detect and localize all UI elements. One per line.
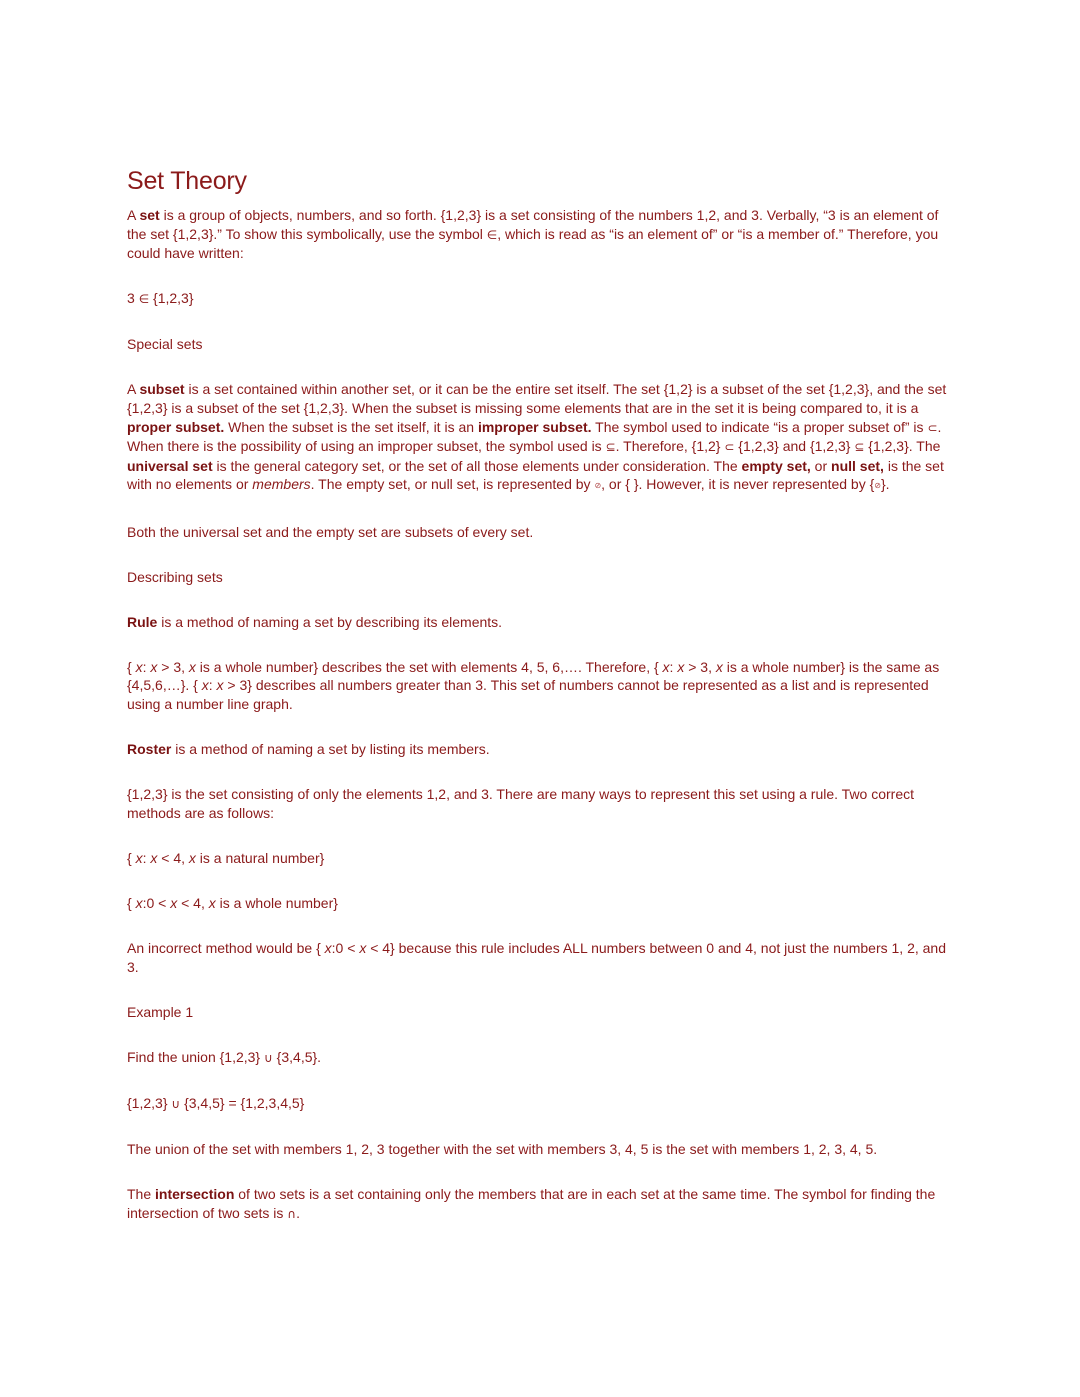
variable-x: x (188, 849, 196, 866)
paragraph-roster (127, 740, 955, 759)
element-of-symbol-icon: ∈ (486, 227, 498, 242)
paragraph-rule-whole (127, 894, 955, 913)
union-symbol-icon: ∪ (171, 1096, 181, 1111)
variable-x: x (359, 940, 367, 957)
term-universal-set: universal set (127, 457, 213, 474)
text: < 4, (157, 849, 189, 866)
text: is a method of naming a set by listing its members. (171, 741, 490, 758)
text: . The empty set, or null set, is represented by (310, 476, 595, 493)
paragraph-intersection (127, 1185, 955, 1223)
text: . Therefore, {1,2} (615, 438, 725, 455)
text: { (127, 658, 136, 675)
variable-x: x (150, 658, 158, 675)
improper-subset-symbol-icon: ⊆ (854, 440, 865, 455)
paragraph-union-explanation: The union of the set with members 1, 2, 3 together with the set with members 3, 4, 5 is the set with members 1, 2, 3, 4, 5. (127, 1141, 878, 1158)
text: is a natural number} (195, 849, 325, 866)
text: { (127, 894, 136, 911)
variable-x: x (135, 894, 143, 911)
text: :0 < (142, 894, 171, 911)
text: is a whole number} describes the set with elements 4, 5, 6,…. Therefore, { (195, 658, 663, 675)
variable-x: x (324, 940, 332, 957)
text: : (208, 677, 217, 694)
text: . When there is the possibility of using an improper subset, the symbol used is (127, 418, 942, 455)
paragraph-rule (127, 613, 955, 632)
term-subset: subset (139, 381, 185, 398)
text: is a group of objects, numbers, and so forth. {1,2,3} is a set consisting of the numbers 1,2, and 3. Verbally, “3 is an element of the set {1,2,3}.” To show this symbolically, use the symbol (127, 207, 939, 242)
paragraph-union-answer (127, 1094, 955, 1114)
paragraph-incorrect-method (127, 939, 955, 976)
variable-x: x (208, 894, 216, 911)
text: The symbol used to indicate “is a proper subset of” is (591, 418, 928, 435)
proper-subset-symbol-icon: ⊂ (927, 420, 938, 435)
text: > 3, (157, 658, 189, 675)
term-empty-set: empty set, (741, 457, 811, 474)
text: {3,4,5}. (272, 1048, 322, 1065)
text: { (127, 849, 136, 866)
text: An incorrect method would be { (127, 940, 325, 957)
variable-x: x (677, 658, 685, 675)
variable-x: x (135, 849, 143, 866)
text: {3,4,5} = {1,2,3,4,5} (180, 1094, 305, 1111)
term-null-set: null set, (831, 457, 884, 474)
term-proper-subset: proper subset. (127, 418, 225, 435)
heading-describing-sets: Describing sets (127, 568, 223, 585)
text: < 4, (177, 894, 209, 911)
text: > 3} describes all numbers greater than 3. This set of numbers cannot be represented as a list and is represented using a number line graph. (127, 677, 929, 712)
term-set: set (139, 207, 160, 223)
paragraph-rule-natural (127, 849, 955, 868)
union-symbol-icon: ∪ (264, 1050, 273, 1065)
text: {1,2,3} and {1,2,3} (734, 438, 855, 455)
text: : (669, 658, 678, 675)
text: }. (881, 476, 890, 493)
text: < 4} because this rule includes ALL numbers between 0 and 4, not just the numbers 1, 2, and 3. (127, 940, 947, 975)
paragraph-subsets (127, 380, 955, 496)
variable-x: x (135, 658, 143, 675)
term-intersection: intersection (155, 1186, 235, 1203)
improper-subset-symbol-icon: ⊆ (605, 440, 616, 455)
text: , which is read as “is an element of” or “is a member of.” Therefore, you could have written: (127, 225, 939, 262)
variable-x: x (201, 677, 209, 694)
paragraph-element-example (127, 289, 955, 309)
empty-set-symbol-icon: ⊘ (874, 481, 881, 491)
document-page (127, 166, 955, 1223)
text: :0 < (331, 940, 360, 957)
variable-x: x (170, 894, 178, 911)
term-rule: Rule (127, 613, 158, 630)
paragraph-roster-example: {1,2,3} is the set consisting of only the elements 1,2, and 3. There are many ways to represent this set using a rule. Two correct methods are as follows: (127, 786, 915, 821)
intersection-symbol-icon: ∩ (287, 1206, 297, 1221)
variable-x: x (216, 677, 224, 694)
term-roster: Roster (127, 741, 172, 758)
text: is a set contained within another set, or it can be the entire set itself. The set {1,2} is a subset of the set {1,2,3}, and the set {1,2,3} is a subset of the set {1,2,3}. When the subset is missing some elements that are in the set it is being compared to, it is a (127, 381, 947, 417)
text: of two sets is a set containing only the members that are in each set at the same time. The symbol for finding the intersection of two sets is (127, 1186, 936, 1221)
paragraph-union-question (127, 1048, 955, 1068)
text: {1,2,3} (149, 290, 194, 307)
text: A (127, 381, 140, 398)
text: 3 (127, 290, 139, 307)
text: A (127, 207, 140, 223)
element-of-symbol-icon: ∈ (138, 292, 150, 307)
text: Find the union {1,2,3} (127, 1048, 264, 1065)
heading-special-sets: Special sets (127, 336, 203, 353)
variable-x: x (715, 658, 723, 675)
text: The (127, 1186, 156, 1203)
text: is the set with no elements or (127, 457, 944, 493)
text: {1,2,3} (127, 1094, 172, 1111)
text: is a whole number} (215, 894, 338, 911)
heading-example-1: Example 1 (127, 1003, 194, 1020)
variable-x: x (150, 849, 158, 866)
text: > 3, (684, 658, 716, 675)
text: : (142, 849, 151, 866)
paragraph-universal-empty: Both the universal set and the empty set are subsets of every set. (127, 523, 534, 540)
text: is a method of naming a set by describing its elements. (157, 613, 503, 630)
text: is the general category set, or the set of all those elements under consideration. The (212, 457, 742, 474)
term-improper-subset: improper subset. (477, 418, 592, 435)
empty-set-symbol-icon: ⊘ (594, 481, 602, 491)
text: or (810, 457, 832, 474)
text: , or { }. However, it is never represented by { (601, 476, 875, 493)
paragraph-set-definition (127, 206, 955, 263)
text: . (296, 1204, 300, 1221)
variable-x: x (188, 658, 196, 675)
paragraph-rule-example (127, 658, 955, 714)
text: {1,2,3}. The (864, 438, 941, 455)
term-members: members (252, 476, 311, 493)
page-title: Set Theory (127, 167, 247, 195)
text: : (142, 658, 151, 675)
text: When the subset is the set itself, it is an (224, 418, 478, 435)
proper-subset-symbol-icon: ⊂ (724, 440, 735, 455)
text: is a whole number} is the same as {4,5,6,…}. { (127, 658, 940, 694)
variable-x: x (662, 658, 670, 675)
